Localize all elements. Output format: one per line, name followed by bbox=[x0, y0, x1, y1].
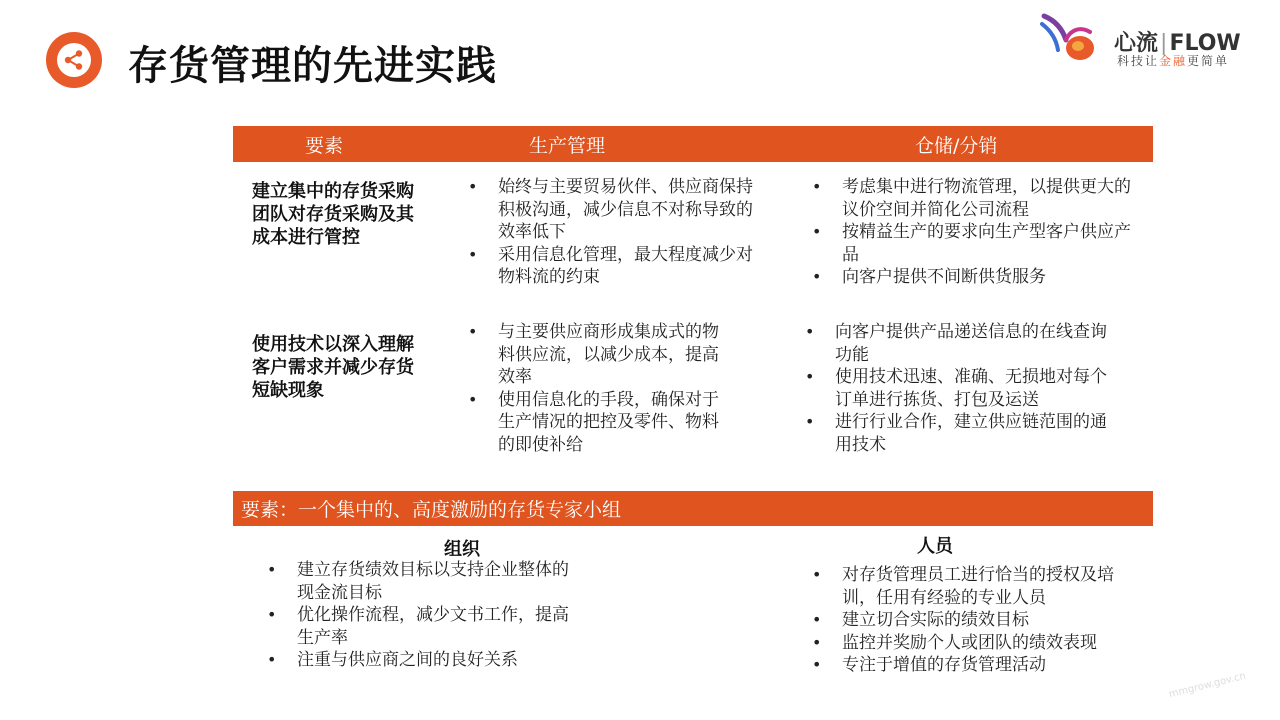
slogan-pre: 科技让 bbox=[1117, 54, 1160, 68]
list-item: • 与主要供应商形成集成式的物料供应流，以减少成本，提高效率 bbox=[466, 321, 728, 389]
list-item: • 考虑集中进行物流管理，以提供更大的议价空间并简化公司流程 bbox=[810, 176, 1132, 221]
section-bar-text: 要素：一个集中的、高度激励的存货专家小组 bbox=[241, 499, 622, 521]
list-item: • 使用技术迅速、准确、无损地对每个订单进行拣货、打包及运送 bbox=[803, 366, 1111, 411]
list-item: • 进行行业合作，建立供应链范围的通用技术 bbox=[803, 411, 1111, 456]
list-item: • 建立切合实际的绩效目标 bbox=[810, 609, 1136, 632]
watermark: mmgrow.gov.cn bbox=[1167, 670, 1248, 701]
header-warehouse: 仓储/分销 bbox=[915, 134, 998, 157]
org-list bbox=[265, 559, 583, 672]
list-item: • 使用信息化的手段，确保对于生产情况的把控及零件、物料的即使补给 bbox=[466, 389, 728, 457]
slogan-post: 更简单 bbox=[1187, 54, 1230, 68]
people-title: 人员 bbox=[917, 536, 953, 557]
header-factor: 要素 bbox=[305, 134, 344, 157]
header-production: 生产管理 bbox=[529, 134, 606, 157]
row1-factor: 建立集中的存货采购团队对存货采购及其成本进行管控 bbox=[252, 181, 414, 248]
list-item: • 采用信息化管理，最大程度减少对物料流的约束 bbox=[466, 244, 766, 289]
list-item: • 监控并奖励个人或团队的绩效表现 bbox=[810, 632, 1136, 655]
table-header-bar bbox=[233, 126, 1153, 162]
logo-separator: | bbox=[1160, 31, 1168, 56]
list-item: • 优化操作流程，减少文书工作，提高生产率 bbox=[265, 604, 583, 649]
people-list bbox=[810, 564, 1136, 677]
logo-name-cn: 心流 bbox=[1114, 31, 1159, 56]
list-item: • 专注于增值的存货管理活动 bbox=[810, 654, 1136, 677]
logo-name-en: FLOW bbox=[1169, 31, 1241, 56]
section-bar bbox=[233, 491, 1153, 526]
row2-warehouse-list bbox=[803, 321, 1111, 456]
brand-logo bbox=[1036, 10, 1256, 70]
row2-factor: 使用技术以深入理解客户需求并减少存货短缺现象 bbox=[252, 334, 414, 401]
list-item: • 向客户提供产品递送信息的在线查询功能 bbox=[803, 321, 1111, 366]
slogan-highlight: 金融 bbox=[1159, 54, 1188, 68]
list-item: • 始终与主要贸易伙伴、供应商保持积极沟通，减少信息不对称导致的效率低下 bbox=[466, 176, 766, 244]
list-item: • 建立存货绩效目标以支持企业整体的现金流目标 bbox=[265, 559, 583, 604]
share-icon bbox=[46, 32, 102, 88]
page-title: 存货管理的先进实践 bbox=[128, 43, 497, 89]
row2-production-list bbox=[466, 321, 728, 456]
org-title: 组织 bbox=[444, 539, 480, 560]
list-item: • 向客户提供不间断供货服务 bbox=[810, 266, 1132, 289]
logo-slogan bbox=[1117, 52, 1229, 69]
row1-warehouse-list bbox=[810, 176, 1132, 289]
list-item: • 注重与供应商之间的良好关系 bbox=[265, 649, 583, 672]
row1-production-list bbox=[466, 176, 766, 289]
logo-mark-icon bbox=[1036, 10, 1106, 68]
list-item: • 对存货管理员工进行恰当的授权及培训，任用有经验的专业人员 bbox=[810, 564, 1136, 609]
list-item: • 按精益生产的要求向生产型客户供应产品 bbox=[810, 221, 1132, 266]
